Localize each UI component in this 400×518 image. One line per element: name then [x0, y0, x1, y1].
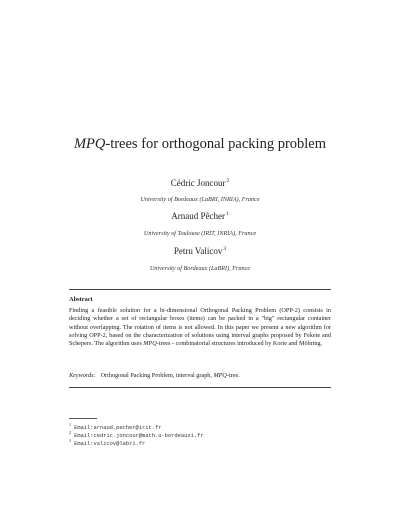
author-3-mark: 3 — [223, 246, 227, 252]
paper-title — [0, 136, 400, 153]
author-1 — [0, 178, 400, 188]
footnote-2-mark: 2 — [69, 430, 72, 435]
footnote-2-email: Email:cedric.joncour@math.u-bordeaux1.fr — [74, 432, 204, 439]
abstract-bottom-rule — [69, 387, 331, 388]
footnote-1-mark: 1 — [69, 422, 72, 427]
author-1-name: Cédric Joncour — [170, 178, 226, 188]
keywords-label: Keywords: — [69, 372, 96, 379]
abstract-heading: Abstract — [69, 296, 93, 303]
footnote-1-email: Email:arnaud.pecher@irit.fr — [74, 424, 162, 431]
author-2-affiliation: University of Toulouse (IRIT, INRIA), France — [143, 230, 257, 237]
abstract-top-rule — [69, 289, 331, 290]
author-1-mark: 2 — [226, 178, 230, 184]
abstract-italic: MPQ — [143, 340, 157, 348]
keywords — [69, 372, 331, 379]
footnote-3-mark: 3 — [69, 438, 72, 443]
footnote-3 — [69, 438, 145, 447]
author-3-name: Petru Valicov — [173, 246, 223, 256]
author-3 — [0, 246, 400, 256]
keywords-text: Orthogonal Packing Problem, interval graph, — [100, 372, 214, 379]
author-2-mark: 1 — [225, 211, 229, 217]
author-3-affiliation: University of Bordeaux (LaBRI), France — [149, 265, 251, 272]
abstract-text-2: -trees - combinatorial structures introduced by Korte and Möhring. — [156, 340, 323, 348]
abstract-body — [69, 307, 331, 348]
footnote-3-email: Email:valicov@labri.fr — [74, 440, 146, 447]
keywords-end: -tree. — [226, 372, 240, 379]
author-2 — [0, 211, 400, 221]
footnote-rule — [69, 418, 97, 419]
title-italic: MPQ — [73, 136, 106, 152]
title-rest: -trees for orthogonal packing problem — [105, 136, 327, 152]
abstract-text-1: Finding a feasible solution for a bi-dimensional Orthogonal Packing Problem (OPP-2) consists in deciding whether a set of rectangular boxes (items) can be packed in a "big" rectangular container without overlapping. The rotation of items is not allowed. In this paper we present a new algorithm for solving OPP-2, based on the characterization of solutions using interval graphs proposed by Fekete and Schepers. The algorithm uses — [69, 307, 331, 348]
keywords-italic: MPQ — [213, 372, 227, 379]
author-2-name: Arnaud Pêcher — [171, 211, 225, 221]
author-1-affiliation: University of Bordeaux (LaBRI, INRIA), France — [140, 196, 260, 203]
